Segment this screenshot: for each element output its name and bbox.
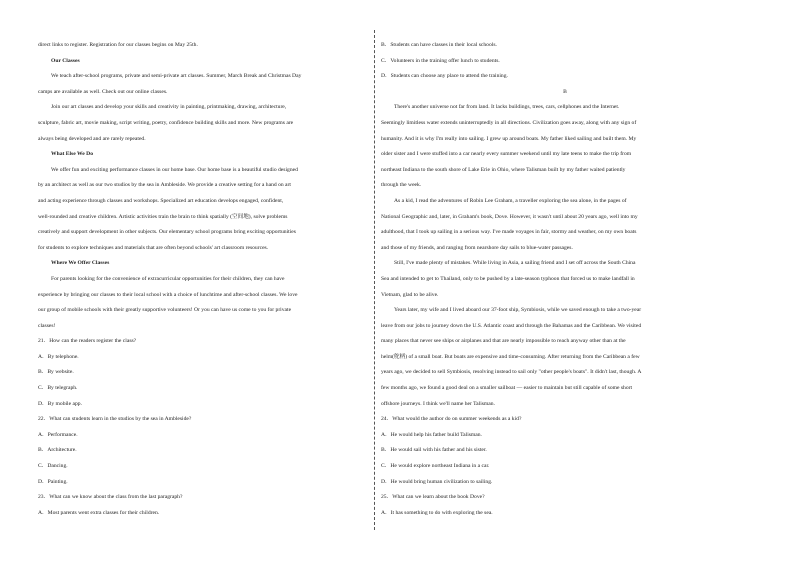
text-line: helm(舵柄) of a small boat. But boats are expensive and time-consuming. After returning from the Caribbean a few bbox=[381, 353, 640, 360]
text-line: Sea and intended to get to Thailand, only to be pushed by a late-season typhoon that forced us to make landfall in bbox=[381, 275, 635, 282]
text-line: B．Architecture. bbox=[38, 447, 77, 454]
text-line: and acting experience through classes and workshops. Specialized art education develops engaged, confident, bbox=[38, 197, 284, 204]
text-line: For parents looking for the convenience of extracurricular opportunities for their children, they can have bbox=[51, 275, 285, 282]
text-line: B．He would sail with his father and his sister. bbox=[381, 447, 487, 454]
text-line: B．Students can have classes in their local schools. bbox=[381, 42, 497, 48]
text-line: A．Performance. bbox=[38, 431, 78, 438]
text-line: older sister and I were stuffed into a car nearly every summer weekend until my late teens to make the trip from bbox=[381, 151, 632, 158]
right-column bbox=[381, 38, 749, 521]
text-line: always being developed and are rarely repeated. bbox=[38, 135, 146, 142]
text-line: classes! bbox=[38, 322, 56, 329]
text-line: through the week. bbox=[381, 182, 422, 189]
text-line: direct links to register. Registration for our classes begins on May 25th. bbox=[38, 42, 198, 48]
text-line: D．By mobile app. bbox=[38, 400, 82, 407]
text-line: Years later, my wife and I lived aboard our 37-foot ship, Symbiosis, while we saved enough to take a two-year bbox=[394, 307, 642, 314]
text-line: for students to explore techniques and materials that are often beyond schools' art classroom resources. bbox=[38, 244, 269, 251]
text-line: D．He would bring human civilization to sailing. bbox=[381, 478, 493, 485]
text-line: We offer fun and exciting performance classes in our home base. Our home base is a beautiful studio designed bbox=[51, 166, 298, 173]
text-line: experience by bringing our classes to their local school with a choice of lunchtime and after-school classes. We love bbox=[38, 291, 298, 298]
text-line: B．By website. bbox=[38, 369, 74, 376]
text-line: C．Dancing. bbox=[38, 463, 68, 470]
text-line: Join our art classes and develop your skills and creativity in painting, printmaking, drawing, architecture, bbox=[51, 104, 287, 111]
text-line: adulthood, that I took up sailing in a serious way. I've made voyages in fair, stormy and weather, on my own boats bbox=[381, 229, 637, 236]
text-line: and those of my friends, and ranging from nearshore day sails to blue-water passages. bbox=[381, 244, 573, 251]
text-line: 22．What can students learn in the studios by the sea in Ambleside? bbox=[38, 416, 192, 423]
text-line: camps are available as well. Check out our online classes. bbox=[38, 88, 168, 95]
text-line: 21．How can the readers register the class? bbox=[38, 338, 137, 345]
text-line: sculpture, fabric art, movie making, script writing, poetry, confidence building skills and more. New programs are bbox=[38, 119, 294, 126]
text-line: A．It has something to do with exploring the sea. bbox=[381, 509, 493, 516]
text-line: Seemingly limitless water extends uninterruptedly in all directions. Civilization goes away, along with any sign of bbox=[381, 119, 637, 126]
text-line: humanity. And it is why I'm really into sailing. I grew up around boats. My father liked sailing and built them. My bbox=[381, 135, 637, 142]
text-line: A．He would help his father build Talisman. bbox=[381, 431, 482, 438]
text-line: We teach after-school programs, private and semi-private art classes. Summer, March Break and Christmas Day bbox=[51, 73, 302, 80]
text-line: As a kid, I read the adventures of Robin Lee Graham, a traveller exploring the sea alone, in the pages of bbox=[394, 197, 627, 204]
text-line: 25．What can we learn about the book Dove? bbox=[381, 494, 485, 501]
section-heading: What Else We Do bbox=[51, 151, 94, 158]
text-line: few months ago, we found a good deal on a smaller sailboat — easier to maintain but still capable of some short bbox=[381, 385, 633, 392]
text-line: many places that never see ships or airplanes and that are nearly impossible to reach anyway other than at the bbox=[381, 338, 626, 345]
text-line: our group of mobile schools with their greatly supportive volunteers! Or you can have us come to you for private bbox=[38, 307, 292, 314]
section-heading: Where We Offer Classes bbox=[51, 260, 110, 267]
text-line: National Geographic and, later, in Graham's book, Dove. However, it wasn't until about 20 years ago, well into my bbox=[381, 213, 638, 220]
text-line: A．By telephone. bbox=[38, 353, 79, 360]
text-line: D．Painting. bbox=[38, 478, 68, 485]
left-column bbox=[38, 38, 368, 521]
passage-label: B bbox=[563, 88, 567, 95]
text-line: C．By telegraph. bbox=[38, 385, 78, 392]
text-line: creatively and support development in other subjects. Our elementary school programs bring exciting opportunities bbox=[38, 229, 296, 236]
text-line: There's another universe not far from land. It lacks buildings, trees, cars, cellphones and the Internet. bbox=[394, 104, 620, 111]
text-line: 23．What can we know about the class from the last paragraph? bbox=[38, 494, 183, 501]
text-line: Still, I've made plenty of mistakes. While living in Asia, a sailing friend and I set off across the South China bbox=[394, 260, 636, 267]
column-divider bbox=[374, 30, 375, 530]
text-line: A．Most parents went extra classes for their children. bbox=[38, 509, 160, 516]
section-heading: Our Classes bbox=[51, 57, 80, 64]
text-line: offshore journeys. I think we'll name her Talisman. bbox=[381, 400, 495, 407]
text-line: 24．What would the author do on summer weekends as a kid? bbox=[381, 416, 522, 423]
text-line: C．Volunteers in the training offer lunch to students. bbox=[381, 57, 500, 64]
text-line: by an architect as well as our two studios by the sea in Ambleside. We provide a creative setting for a hand on art bbox=[38, 182, 291, 189]
text-line: northeast Indiana to the south shore of Lake Erie in Ohio, where Talisman built by my father waited patiently bbox=[381, 166, 626, 173]
text-line: years ago, we decided to sell Symbiosis, resolving instead to sail only "other people's boats". It didn't last, though. A bbox=[381, 369, 642, 376]
text-line: Vietnam, glad to be alive. bbox=[381, 291, 439, 298]
text-line: C．He would explore northeast Indiana in a car. bbox=[381, 463, 490, 470]
text-line: well-rounded and creative children. Artistic activities train the brain to think spatially (空间地), solve problems bbox=[38, 213, 288, 220]
text-line: leave from our jobs to journey down the U.S. Atlantic coast and through the Bahamas and the Caribbean. We visited bbox=[381, 322, 642, 329]
text-line: D．Students can choose any place to attend the training. bbox=[381, 73, 508, 80]
